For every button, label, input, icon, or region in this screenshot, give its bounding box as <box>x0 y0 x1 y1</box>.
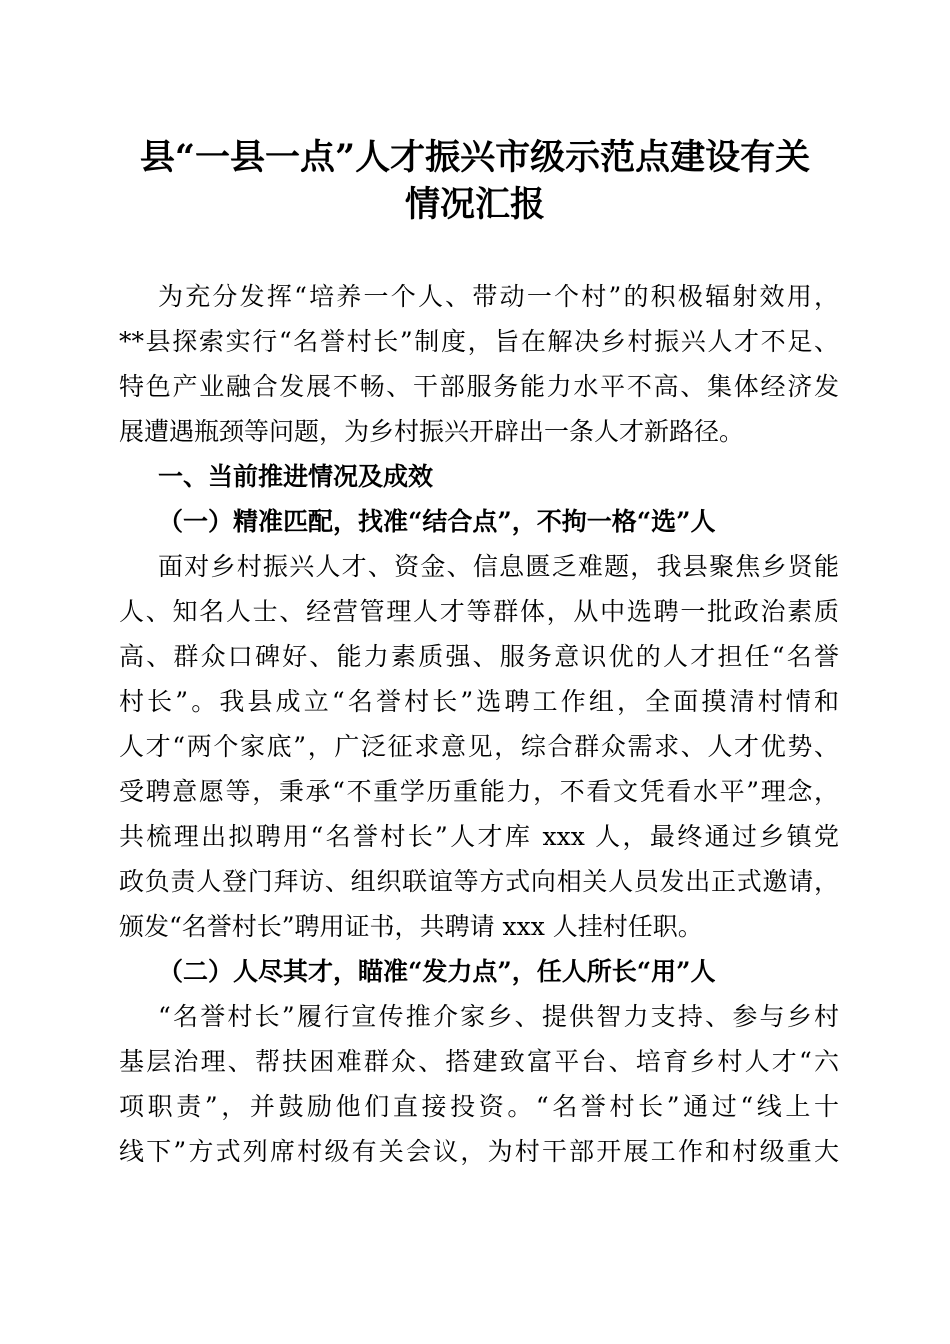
document-title-line-1: 县“一县一点”人才振兴市级示范点建设有关 <box>139 137 811 178</box>
intro-line: **县探索实行“名誉村长”制度，旨在解决乡村振兴人才不足、 <box>119 327 839 356</box>
intro-line: 为充分发挥“培养一个人、带动一个村”的积极辐射效用， <box>158 282 839 311</box>
subsection-heading-1: （一）精准匹配，找准“结合点”，不拘一格“选”人 <box>158 507 716 536</box>
sub1-line: 共梳理出拟聘用“名誉村长”人才库 xxx 人，最终通过乡镇党 <box>119 822 839 851</box>
sub2-line: 线下”方式列席村级有关会议，为村干部开展工作和村级重大 <box>119 1137 839 1166</box>
sub2-line: 基层治理、帮扶困难群众、搭建致富平台、培育乡村人才“六 <box>119 1047 839 1076</box>
document-title-line-2: 情况汇报 <box>404 184 545 225</box>
sub1-line: 颁发“名誉村长”聘用证书，共聘请 xxx 人挂村任职。 <box>119 912 703 941</box>
intro-line: 特色产业融合发展不畅、干部服务能力水平不高、集体经济发 <box>119 372 839 401</box>
sub1-line: 人、知名人士、经营管理人才等群体，从中选聘一批政治素质 <box>119 597 839 626</box>
intro-line: 展遭遇瓶颈等问题，为乡村振兴开辟出一条人才新路径。 <box>119 417 745 446</box>
section-heading: 一、当前推进情况及成效 <box>158 462 434 491</box>
sub1-line: 面对乡村振兴人才、资金、信息匮乏难题，我县聚焦乡贤能 <box>158 552 839 581</box>
sub1-line: 村长”。我县成立“名誉村长”选聘工作组，全面摸清村情和 <box>119 687 839 716</box>
sub1-line: 受聘意愿等，秉承“不重学历重能力，不看文凭看水平”理念， <box>119 777 839 806</box>
subsection-heading-2: （二）人尽其才，瞄准“发力点”，任人所长“用”人 <box>158 957 716 986</box>
sub1-line: 高、群众口碑好、能力素质强、服务意识优的人才担任“名誉 <box>119 642 839 671</box>
sub1-line: 人才“两个家底”，广泛征求意见，综合群众需求、人才优势、 <box>119 732 839 761</box>
sub2-line: 项职责”，并鼓励他们直接投资。“名誉村长”通过“线上十 <box>119 1092 839 1121</box>
sub1-line: 政负责人登门拜访、组织联谊等方式向相关人员发出正式邀请， <box>119 867 839 896</box>
sub2-line: “名誉村长”履行宣传推介家乡、提供智力支持、参与乡村 <box>158 1002 839 1031</box>
